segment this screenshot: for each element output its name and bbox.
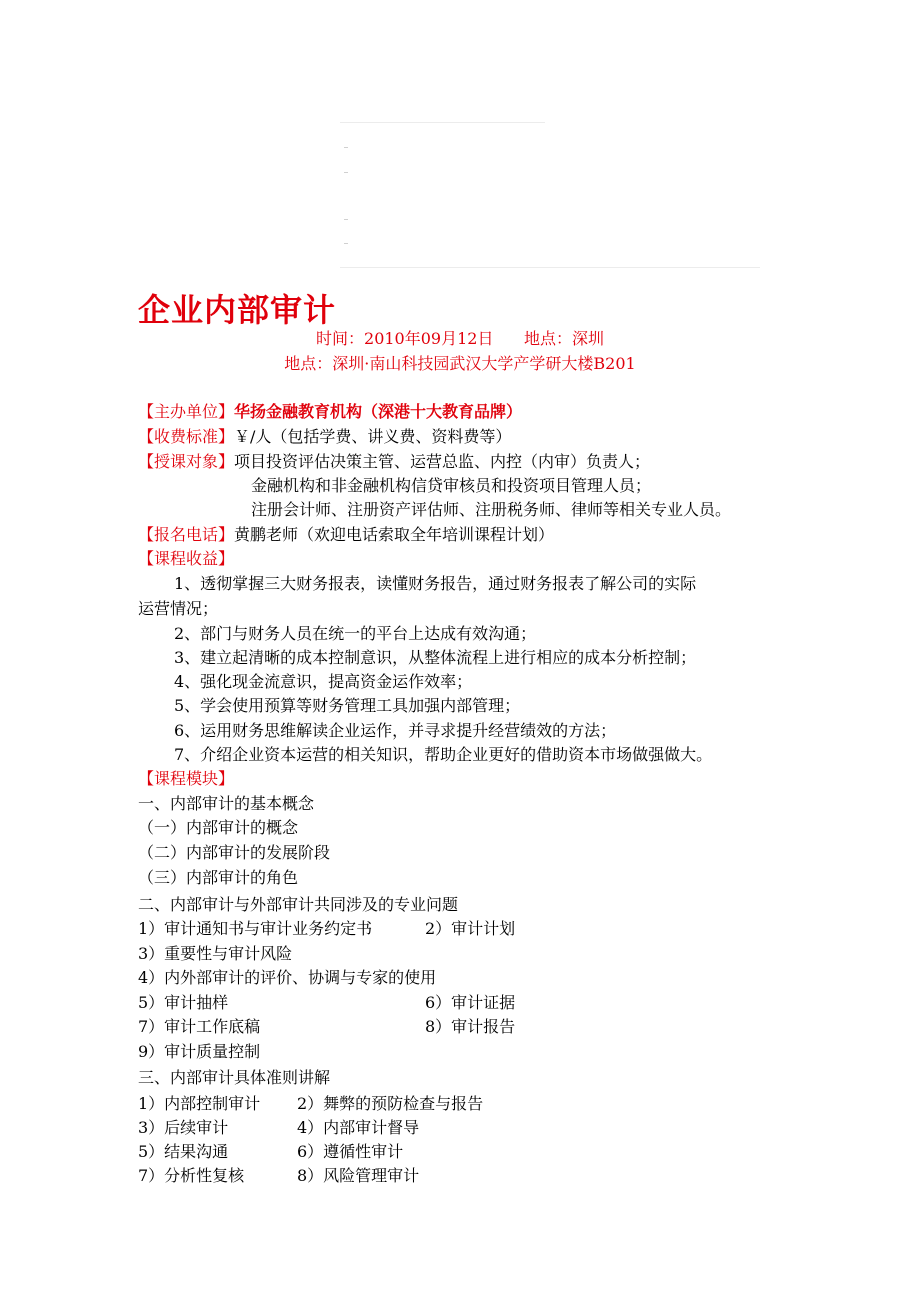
header-mark (344, 147, 348, 148)
module-subitem: 5）结果沟通 (138, 1142, 229, 1161)
module-subitem: 7）审计工作底稿 (138, 1017, 261, 1036)
organizer-value: 华扬金融教育机构（深港十大教育品牌） (234, 402, 523, 421)
module-subitem: 8）风险管理审计 (297, 1166, 420, 1185)
fee-value: ￥/人（包括学费、讲义费、资料费等） (234, 427, 512, 446)
audience-row (138, 450, 650, 474)
audience-label: 【授课对象】 (138, 452, 235, 471)
phone-row (138, 523, 554, 547)
module-subitem: （二）内部审计的发展阶段 (138, 843, 331, 862)
benefit-item: 6、运用财务思维解读企业运作，并寻求提升经营绩效的方法； (174, 721, 617, 740)
header-rule-bottom (340, 267, 760, 268)
phone-label: 【报名电话】 (138, 525, 235, 544)
benefit-item: 7、介绍企业资本运营的相关知识，帮助企业更好的借助资本市场做强做大。 (174, 745, 713, 764)
benefit-item: 2、部门与财务人员在统一的平台上达成有效沟通； (174, 624, 537, 643)
module-subitem: 7）分析性复核 (138, 1166, 245, 1185)
fee-row (138, 425, 511, 449)
module-subitem: （三）内部审计的角色 (138, 868, 299, 887)
audience-line: 金融机构和非金融机构信贷审核员和投资项目管理人员； (251, 476, 652, 495)
address: 地点：深圳·南山科技园武汉大学产学研大楼B201 (284, 354, 636, 373)
module-subitem: 3）重要性与审计风险 (138, 944, 293, 963)
organizer-row (138, 400, 522, 424)
benefit-item-cont: 运营情况； (138, 599, 219, 618)
header-mark (344, 243, 348, 244)
header-rule-top (340, 122, 545, 123)
modules-label: 【课程模块】 (138, 769, 235, 788)
module-subitem: 1）审计通知书与审计业务约定书 (138, 919, 373, 938)
benefits-label: 【课程收益】 (138, 549, 235, 568)
module-subitem: 3）后续审计 (138, 1118, 229, 1137)
module-subitem: （一）内部审计的概念 (138, 818, 299, 837)
time-place: 时间：2010年09月12日 地点：深圳 (316, 329, 604, 348)
module-subitem: 9）审计质量控制 (138, 1042, 261, 1061)
module-subitem: 1）内部控制审计 (138, 1094, 261, 1113)
page-title: 企业内部审计 (138, 291, 337, 329)
benefit-item: 4、强化现金流意识，提高资金运作效率； (174, 672, 473, 691)
module-subitem: 2）舞弊的预防检查与报告 (297, 1094, 484, 1113)
module-subitem: 4）内外部审计的评价、协调与专家的使用 (138, 968, 437, 987)
module-subitem: 5）审计抽样 (138, 993, 229, 1012)
audience-line: 项目投资评估决策主管、运营总监、内控（内审）负责人； (234, 452, 651, 471)
benefit-item: 5、学会使用预算等财务管理工具加强内部管理； (174, 696, 521, 715)
module-section: 一、内部审计的基本概念 (138, 794, 315, 813)
module-subitem: 4）内部审计督导 (297, 1118, 420, 1137)
module-subitem: 8）审计报告 (425, 1017, 516, 1036)
module-section: 二、内部审计与外部审计共同涉及的专业问题 (138, 895, 459, 914)
module-subitem: 6）审计证据 (425, 993, 516, 1012)
fee-label: 【收费标准】 (138, 427, 235, 446)
audience-line: 注册会计师、注册资产评估师、注册税务师、律师等相关专业人员。 (251, 500, 732, 519)
benefit-item: 3、建立起清晰的成本控制意识，从整体流程上进行相应的成本分析控制； (174, 648, 697, 667)
header-mark (344, 219, 348, 220)
module-section: 三、内部审计具体准则讲解 (138, 1068, 331, 1087)
organizer-label: 【主办单位】 (138, 402, 235, 421)
module-subitem: 2）审计计划 (425, 919, 516, 938)
phone-value: 黄鹏老师（欢迎电话索取全年培训课程计划） (234, 525, 555, 544)
header-mark (344, 172, 348, 173)
benefit-item: 1、透彻掌握三大财务报表，读懂财务报告，通过财务报表了解公司的实际 (174, 574, 697, 593)
module-subitem: 6）遵循性审计 (297, 1142, 404, 1161)
